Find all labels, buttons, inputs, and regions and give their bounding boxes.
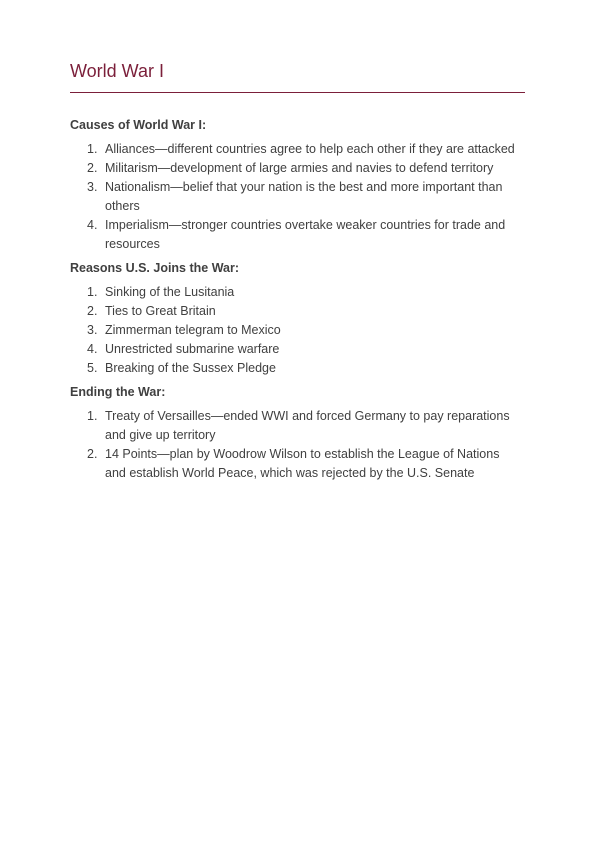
list-number: 4. bbox=[87, 218, 98, 232]
list-item-text: Treaty of Versailles—ended WWI and forced Germany to pay reparations and give up territory bbox=[105, 409, 510, 442]
list-item-text: Sinking of the Lusitania bbox=[105, 285, 235, 299]
list-number: 3. bbox=[87, 180, 98, 194]
title-divider bbox=[70, 92, 525, 93]
list-item-text: Militarism—development of large armies and navies to defend territory bbox=[105, 161, 494, 175]
list-item-text: Breaking of the Sussex Pledge bbox=[105, 361, 276, 375]
list-item-text: Unrestricted submarine warfare bbox=[105, 342, 280, 356]
numbered-list bbox=[70, 407, 525, 483]
numbered-list bbox=[70, 283, 525, 378]
list-item-text: Ties to Great Britain bbox=[105, 304, 216, 318]
list-number: 4. bbox=[87, 342, 98, 356]
list-number: 2. bbox=[87, 161, 98, 175]
section-heading: Causes of World War I: bbox=[70, 118, 207, 132]
list-item bbox=[70, 216, 515, 254]
list-number: 3. bbox=[87, 323, 98, 337]
list-item bbox=[70, 140, 515, 159]
section-reasons bbox=[70, 260, 525, 378]
list-item-text: Zimmerman telegram to Mexico bbox=[105, 323, 281, 337]
page-title: World War I bbox=[70, 61, 165, 81]
list-item bbox=[70, 302, 515, 321]
list-item bbox=[70, 340, 515, 359]
list-number: 2. bbox=[87, 304, 98, 318]
list-number: 1. bbox=[87, 409, 98, 423]
list-number: 5. bbox=[87, 361, 98, 375]
section-causes bbox=[70, 117, 525, 254]
section-heading: Reasons U.S. Joins the War: bbox=[70, 261, 240, 275]
list-item-text: Nationalism—belief that your nation is the best and more important than others bbox=[105, 180, 503, 213]
section-heading: Ending the War: bbox=[70, 385, 166, 399]
list-number: 1. bbox=[87, 142, 98, 156]
section-ending bbox=[70, 384, 525, 483]
list-item-text: 14 Points—plan by Woodrow Wilson to establish the League of Nations and establish World Peace, which was rejected by the U.S. Senate bbox=[105, 447, 500, 480]
list-item bbox=[70, 283, 515, 302]
list-number: 1. bbox=[87, 285, 98, 299]
list-item bbox=[70, 159, 515, 178]
list-item bbox=[70, 445, 515, 483]
list-item bbox=[70, 321, 515, 340]
list-item-text: Imperialism—stronger countries overtake weaker countries for trade and resources bbox=[105, 218, 506, 251]
list-item bbox=[70, 407, 515, 445]
list-item bbox=[70, 178, 515, 216]
list-item bbox=[70, 359, 515, 378]
numbered-list bbox=[70, 140, 525, 254]
list-number: 2. bbox=[87, 447, 98, 461]
list-item-text: Alliances—different countries agree to help each other if they are attacked bbox=[105, 142, 515, 156]
